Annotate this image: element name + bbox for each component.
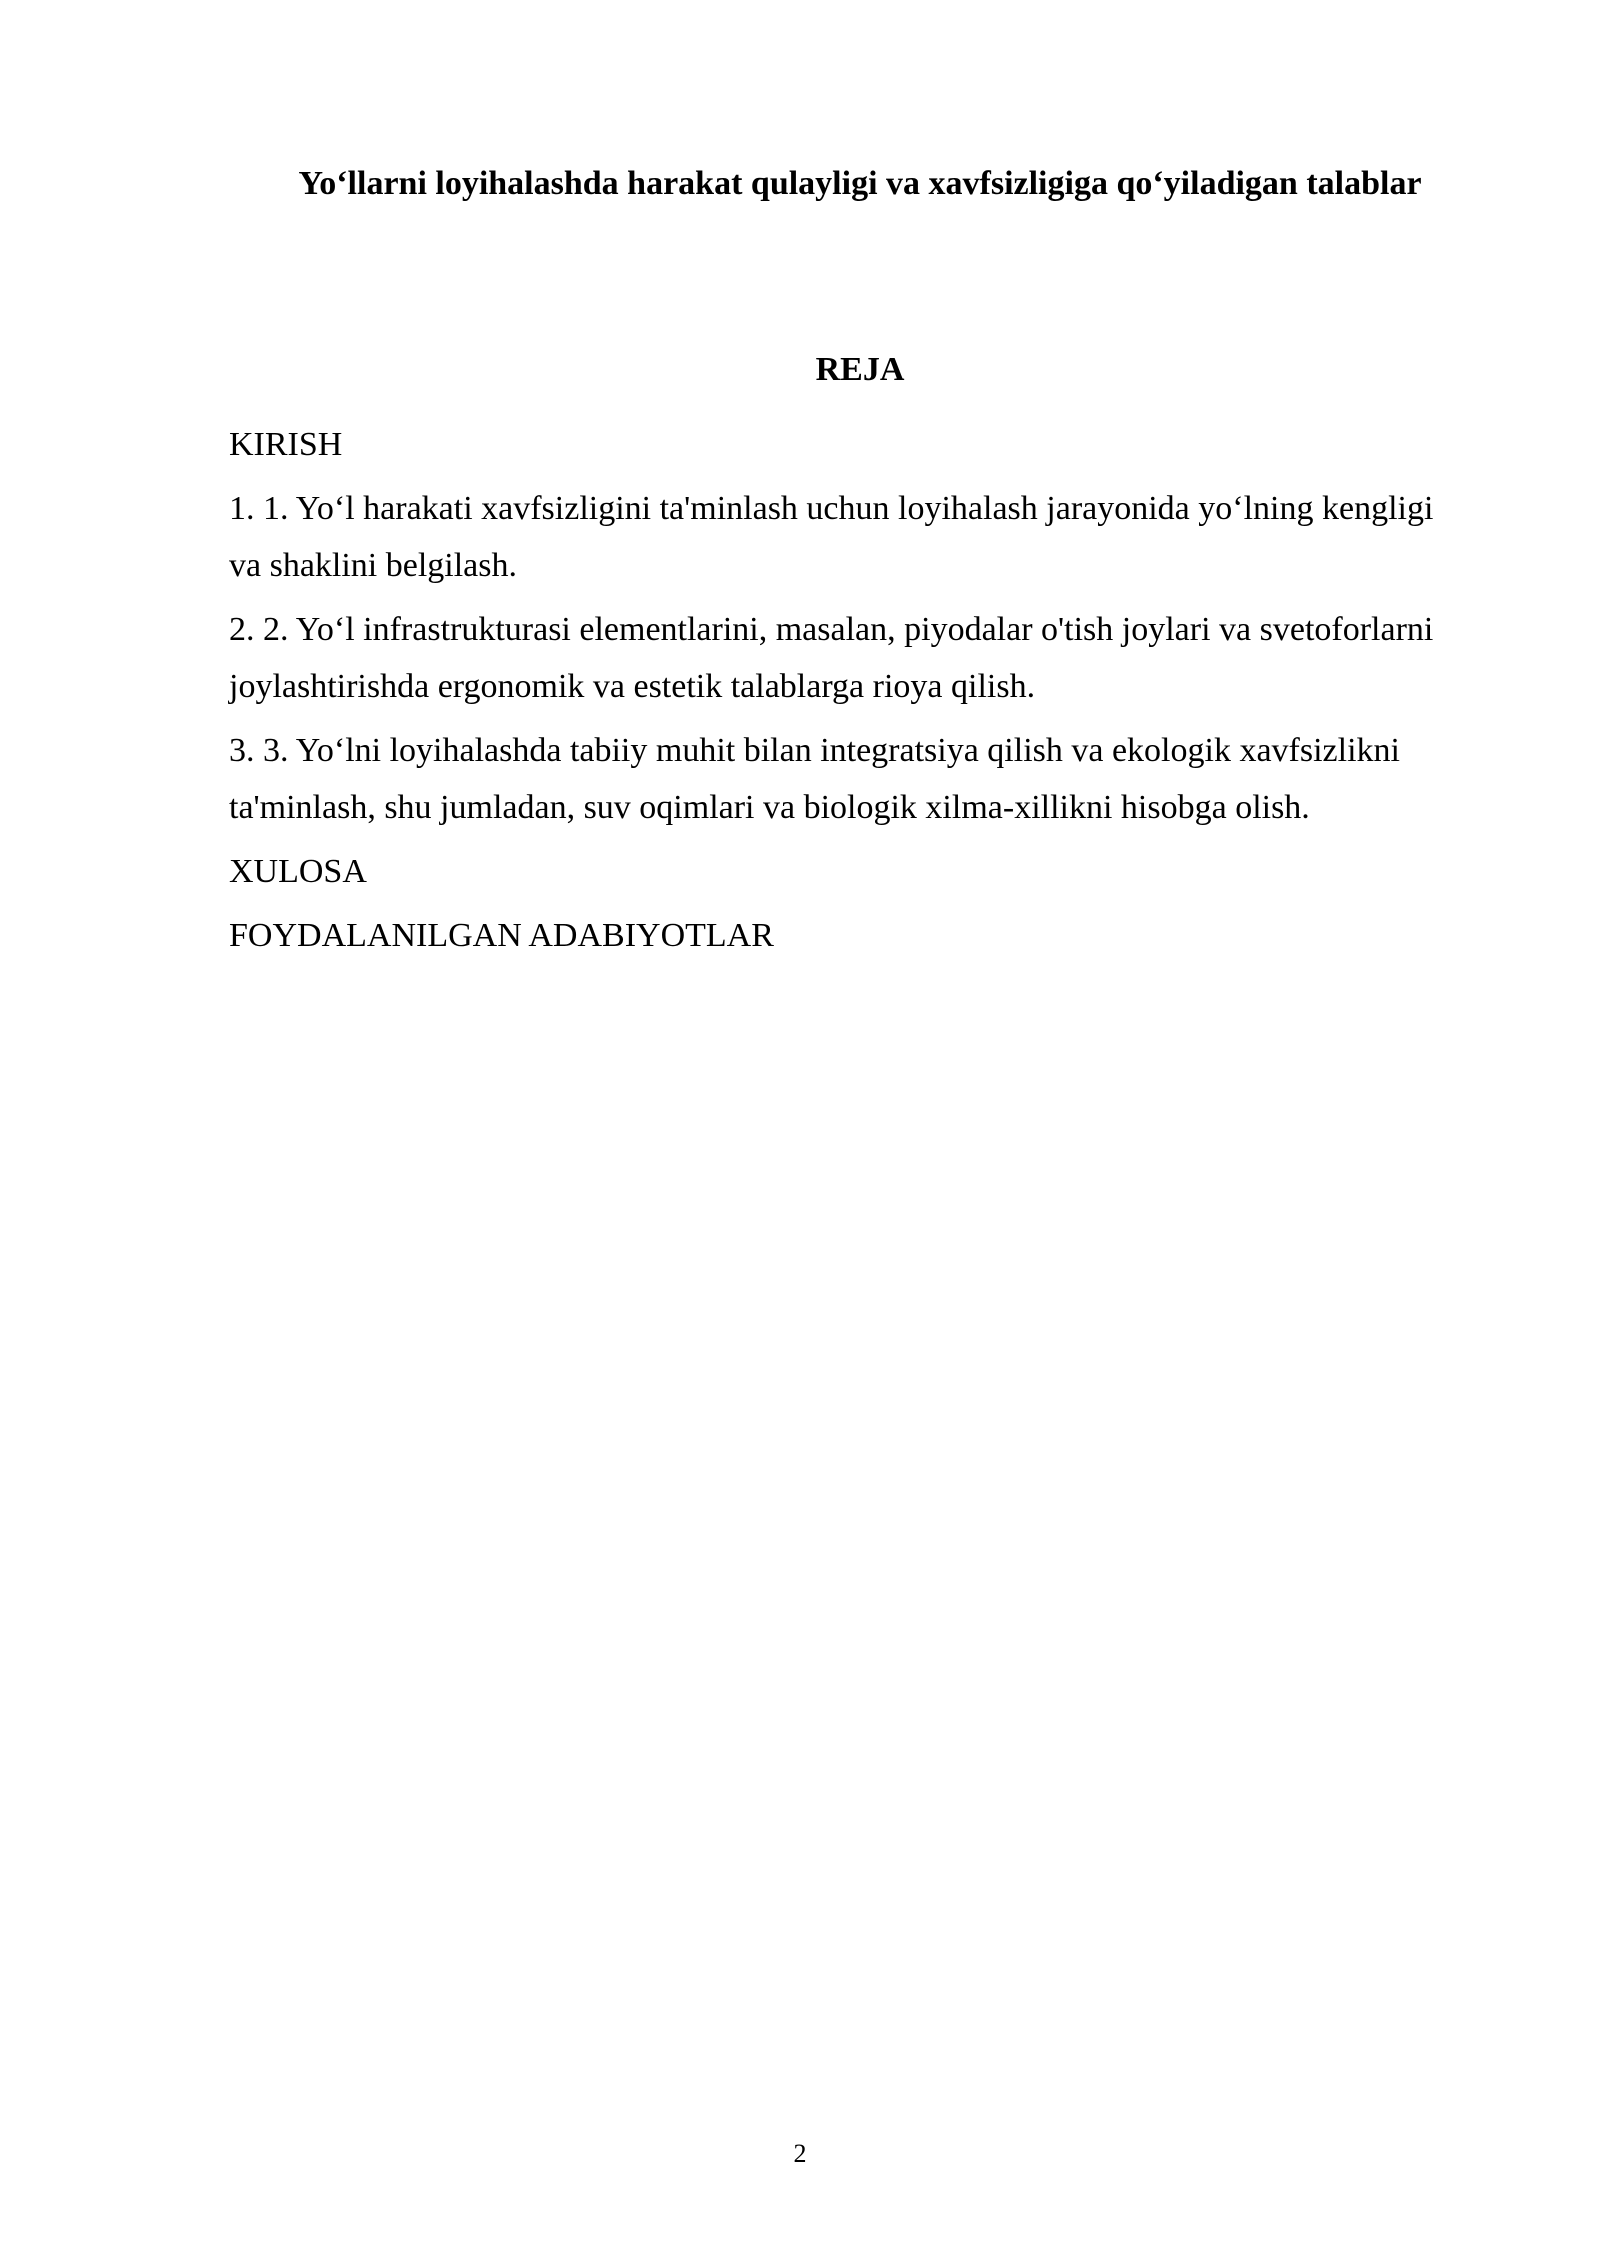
plan-item-conclusion: XULOSA [229, 853, 367, 890]
plan-item-introduction: KIRISH [229, 426, 343, 463]
plan-list [229, 416, 1469, 971]
plan-item-2: 2. 2. Yo‘l infrastrukturasi elementlarini, masalan, piyodalar o'tish joylari va svetoforlarni joylashtirishda ergonomik va estetik talablarga rioya qilish. [229, 611, 1434, 705]
plan-item-3: 3. 3. Yo‘lni loyihalashda tabiiy muhit bilan integratsiya qilish va ekologik xavfsizlikni ta'minlash, shu jumladan, suv oqimlari va biologik xilma-xillikni hisobga olish. [229, 732, 1400, 826]
page-number: 2 [793, 2139, 807, 2168]
plan-heading: REJA [815, 351, 905, 388]
plan-item-1: 1. 1. Yo‘l harakati xavfsizligini ta'minlash uchun loyihalash jarayonida yo‘lning kengligi va shaklini belgilash. [229, 490, 1434, 584]
document-title: Yo‘llarni loyihalashda harakat qulayligi va xavfsizligiga qo‘yiladigan talablar [298, 165, 1422, 202]
plan-item-references: FOYDALANILGAN ADABIYOTLAR [229, 917, 774, 954]
